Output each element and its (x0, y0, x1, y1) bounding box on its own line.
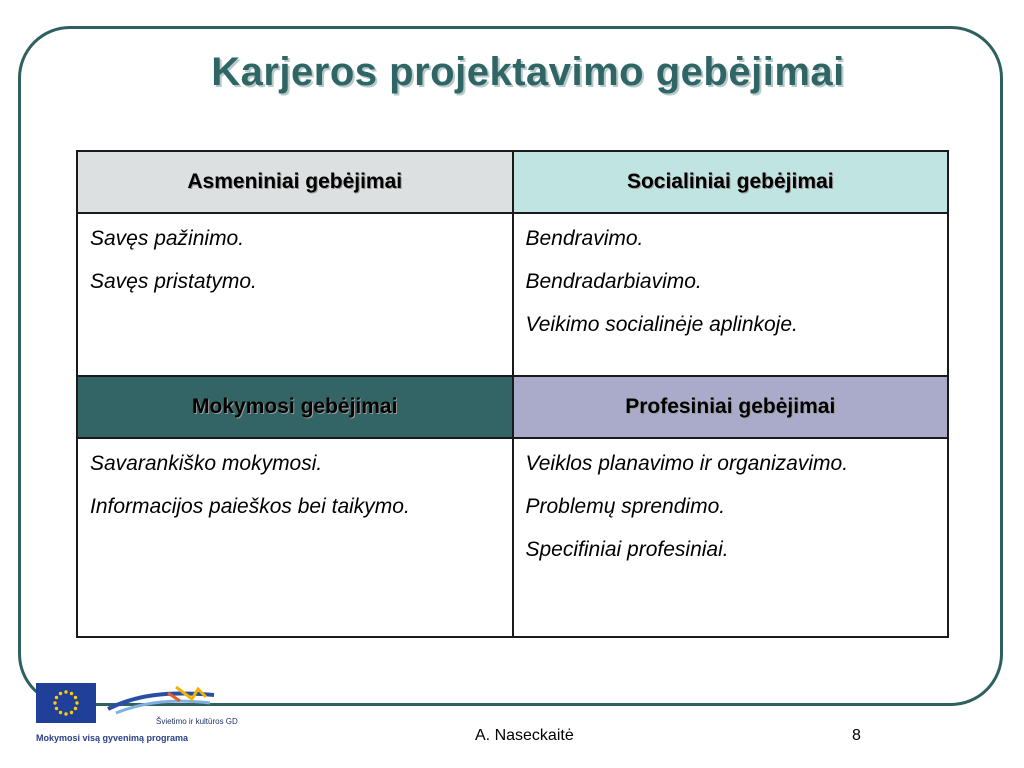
list-item: Bendradarbiavimo. (525, 270, 702, 293)
header-asmeniniai: Asmeniniai gebėjimai (77, 151, 513, 213)
list-item: Bendravimo. (525, 227, 644, 250)
list-item: Informacijos paieškos bei taikymo. (90, 495, 410, 518)
table-header-row (77, 151, 948, 213)
list-item: Specifiniai profesiniai. (525, 538, 729, 561)
skills-table (76, 150, 949, 638)
list-item: Savęs pažinimo. (90, 227, 245, 250)
program-sub-caption: Švietimo ir kultūros GD (156, 717, 238, 726)
page-number: 8 (852, 727, 861, 744)
header-mokymosi: Mokymosi gebėjimai (77, 376, 513, 438)
list-item: Savarankiško mokymosi. (90, 452, 323, 475)
list-item: Problemų sprendimo. (525, 495, 726, 518)
slide-title: Karjeros projektavimo gebėjimai (211, 50, 845, 94)
program-name: Mokymosi visą gyvenimą programa (36, 733, 189, 743)
cell-profesiniai (513, 438, 949, 637)
table-row (77, 213, 948, 376)
cell-socialiniai (513, 213, 949, 376)
header-socialiniai: Socialiniai gebėjimai (513, 151, 949, 213)
list-item: Veiklos planavimo ir organizavimo. (525, 452, 849, 475)
list-item: Savęs pristatymo. (90, 270, 257, 293)
cell-asmeniniai (77, 213, 513, 376)
program-logo (36, 683, 238, 745)
table-row (77, 438, 948, 637)
cell-mokymosi (77, 438, 513, 637)
table-header-row (77, 376, 948, 438)
header-profesiniai: Profesiniai gebėjimai (513, 376, 949, 438)
eu-flag-icon (36, 683, 96, 723)
footer-author: A. Naseckaitė (475, 727, 574, 744)
list-item: Veikimo socialinėje aplinkoje. (525, 313, 798, 336)
